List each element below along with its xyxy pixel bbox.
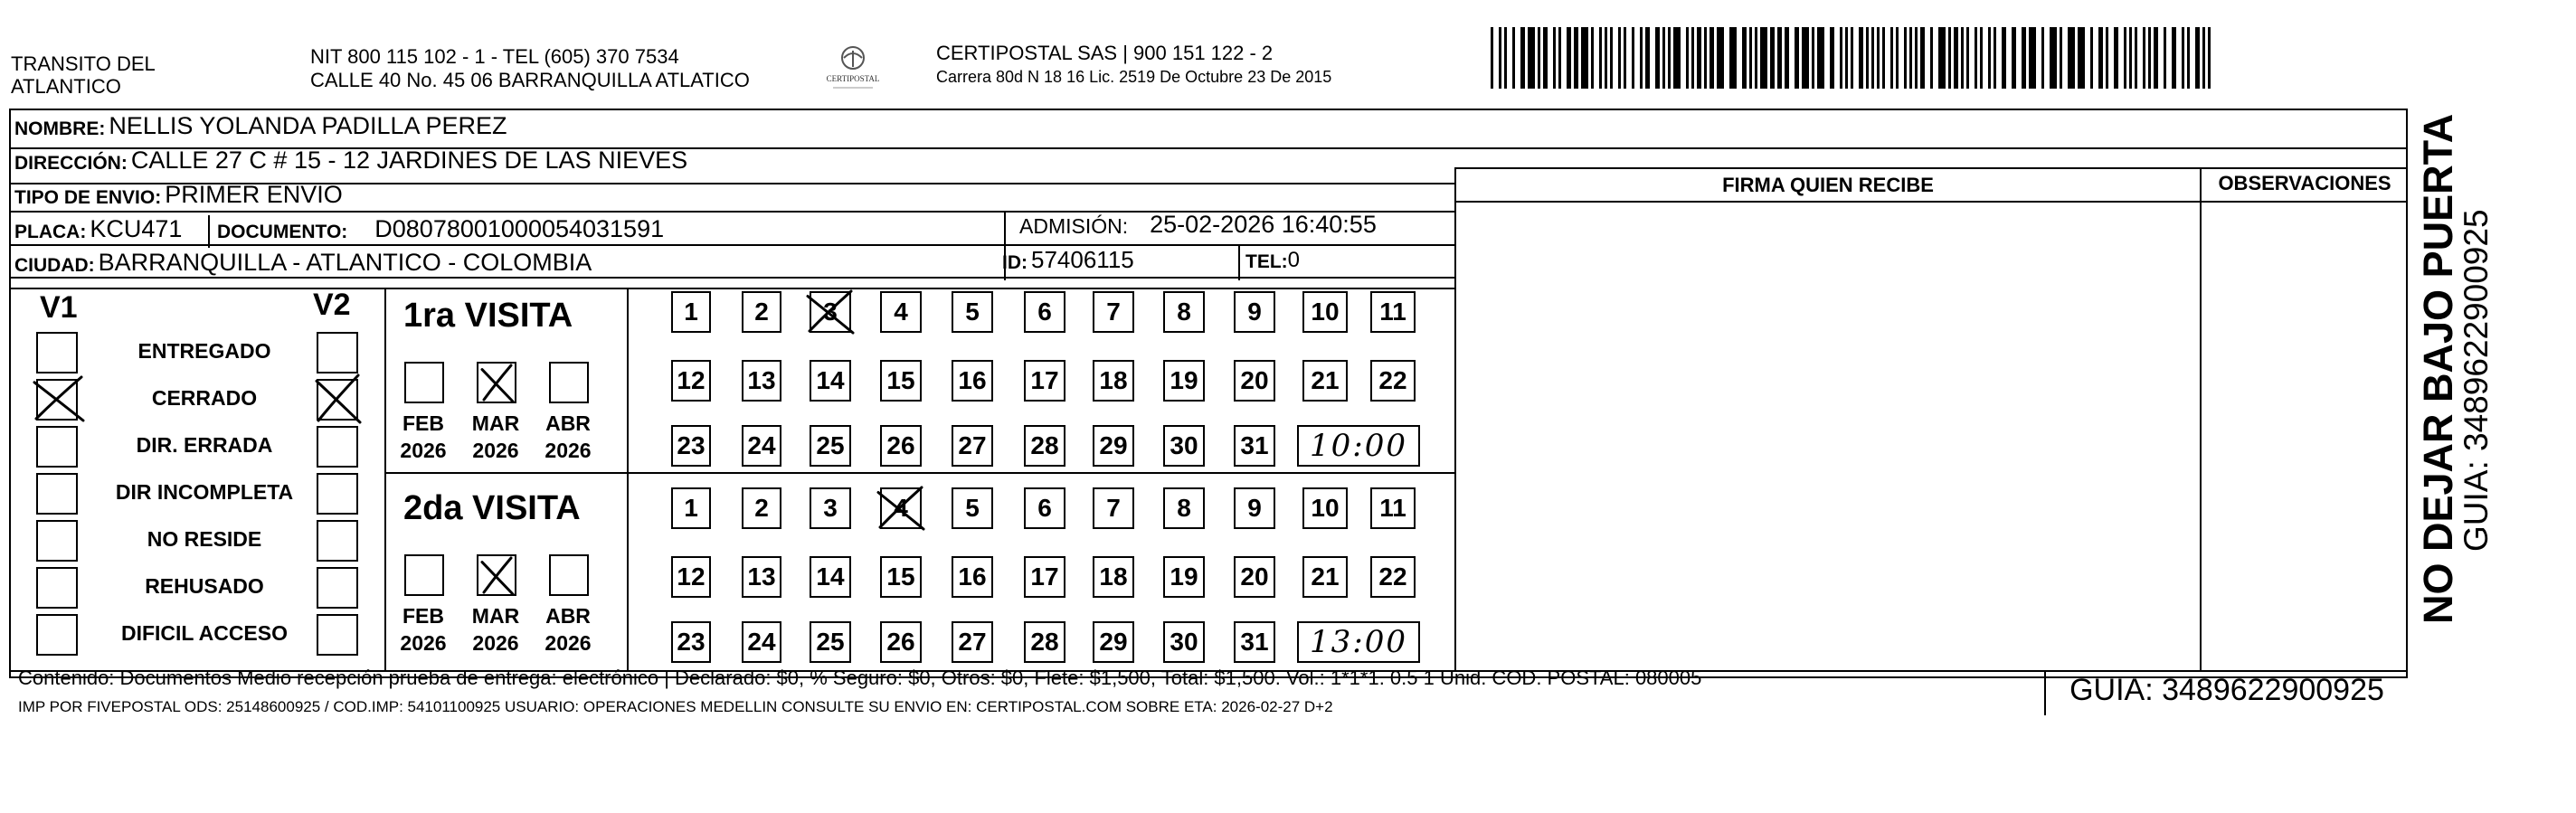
barcode-bar	[1640, 27, 1643, 89]
barcode-bar	[1988, 27, 1991, 89]
documento-field	[217, 215, 664, 243]
day-box[interactable]: 27	[952, 621, 993, 663]
day-box[interactable]: 6	[1024, 487, 1065, 529]
day-box[interactable]: 5	[952, 487, 993, 529]
v1-checkbox[interactable]	[36, 426, 78, 468]
barcode-bar	[1697, 27, 1701, 89]
id-value: 57406115	[1031, 246, 1134, 273]
barcode-bar	[2164, 27, 2166, 89]
day-box[interactable]: 27	[952, 425, 993, 467]
handwritten-time: 10:00	[1297, 425, 1420, 467]
barcode-bar	[1909, 27, 1912, 89]
barcode-bar	[1770, 27, 1775, 89]
month-name: FEB	[402, 411, 444, 435]
barcode-bar	[1994, 27, 1996, 89]
carrier-license: Carrera 80d N 18 16 Lic. 2519 De Octubre 23 De 2015	[936, 68, 1332, 86]
barcode-bar	[1553, 27, 1556, 89]
nombre-label: NOMBRE:	[14, 118, 106, 139]
day-box[interactable]: 10	[1302, 487, 1348, 529]
barcode-bar	[2124, 27, 2126, 89]
barcode-bar	[2060, 27, 2062, 89]
day-box[interactable]: 12	[671, 556, 711, 598]
barcode-bar	[1866, 27, 1869, 89]
barcode-bar	[1504, 27, 1507, 89]
tel-field	[1245, 248, 1300, 273]
barcode-bar	[2029, 27, 2036, 89]
day-box[interactable]: 21	[1302, 360, 1348, 402]
day-box[interactable]: 17	[1024, 360, 1065, 402]
day-box[interactable]: 18	[1093, 556, 1134, 598]
visit-title: 2da VISITA	[403, 489, 581, 527]
barcode-bar	[1538, 27, 1540, 89]
barcode-bar	[1980, 27, 1983, 89]
barcode-bar	[2143, 27, 2145, 89]
ciudad-field	[14, 249, 592, 277]
no-dejar-bajo-puerta: NO DEJAR BAJO PUERTA	[2415, 113, 2461, 624]
day-box[interactable]: 19	[1163, 556, 1205, 598]
barcode-bar	[2148, 27, 2151, 89]
barcode-bar	[1491, 27, 1493, 89]
day-box[interactable]: 3	[810, 487, 851, 529]
v2-check-mark	[315, 373, 362, 424]
direccion-value: CALLE 27 C # 15 - 12 JARDINES DE LAS NIEVES	[130, 147, 688, 174]
barcode-bar	[1558, 27, 1561, 89]
barcode-bar	[1812, 27, 1814, 89]
barcode-bar	[1717, 27, 1724, 89]
month-label	[536, 602, 600, 657]
barcode-bar	[1591, 27, 1594, 89]
barcode-bar	[1618, 27, 1621, 89]
barcode-bar	[2187, 27, 2190, 89]
day-box[interactable]: 26	[880, 621, 922, 663]
admision-field	[1019, 211, 1377, 239]
direccion-field	[14, 147, 687, 175]
month-year: 2026	[545, 439, 592, 462]
day-box[interactable]: 26	[880, 425, 922, 467]
placa-field	[14, 215, 182, 243]
barcode-bar	[1961, 27, 1964, 89]
day-box[interactable]: 11	[1370, 291, 1416, 333]
v1-checkbox[interactable]	[36, 567, 78, 609]
day-box[interactable]: 20	[1234, 360, 1275, 402]
barcode-bar	[1920, 27, 1925, 89]
day-box[interactable]: 20	[1234, 556, 1275, 598]
barcode-bar	[1777, 27, 1782, 89]
barcode-bar	[1830, 27, 1834, 89]
barcode-bar	[2135, 27, 2137, 89]
day-box[interactable]: 10	[1302, 291, 1348, 333]
day-box[interactable]: 25	[810, 425, 851, 467]
barcode-bar	[1567, 27, 1571, 89]
barcode-bar	[1896, 27, 1899, 89]
month-name: MAR	[471, 411, 520, 435]
barcode-bar	[2090, 27, 2093, 89]
day-box[interactable]: 18	[1093, 360, 1134, 402]
v2-checkbox[interactable]	[317, 567, 358, 609]
reason-label: CERRADO	[151, 386, 258, 410]
day-box[interactable]: 7	[1093, 487, 1134, 529]
handwritten-time: 13:00	[1297, 621, 1420, 663]
barcode-bar	[1574, 27, 1578, 89]
barcode-bar	[2106, 27, 2108, 89]
barcode-bar	[2172, 27, 2176, 89]
day-box[interactable]: 17	[1024, 556, 1065, 598]
day-box[interactable]: 30	[1163, 621, 1205, 663]
barcode-bar	[1655, 27, 1660, 89]
sender-nit-tel: NIT 800 115 102 - 1 - TEL (605) 370 7534	[310, 45, 679, 68]
barcode-bar	[1709, 27, 1714, 89]
tipo-envio-value: PRIMER ENVIO	[165, 181, 343, 208]
day-box[interactable]: 22	[1370, 556, 1416, 598]
barcode-bar	[1840, 27, 1842, 89]
logo-text: CERTIPOSTAL	[826, 74, 880, 83]
day-box[interactable]: 24	[742, 621, 781, 663]
month-name: ABR	[545, 411, 591, 435]
v2-checkbox[interactable]	[317, 614, 358, 656]
barcode-bar	[1845, 27, 1848, 89]
v1-checkbox[interactable]	[36, 332, 78, 373]
day-box[interactable]: 4	[880, 291, 922, 333]
firma-header: FIRMA QUIEN RECIBE	[1722, 174, 1934, 196]
day-box[interactable]: 28	[1024, 425, 1065, 467]
documento-value: D08078001000054031591	[374, 215, 665, 242]
day-box[interactable]: 2	[742, 291, 781, 333]
month-year: 2026	[472, 439, 519, 462]
day-box[interactable]: 8	[1163, 291, 1205, 333]
barcode-bar	[2068, 27, 2075, 89]
barcode-bar	[2022, 27, 2026, 89]
reason-label: DIFICIL ACCESO	[120, 621, 288, 645]
barcode-bar	[2098, 27, 2103, 89]
barcode-bar	[1528, 27, 1535, 89]
reason-label: DIR INCOMPLETA	[115, 480, 294, 504]
day-box[interactable]: 1	[671, 487, 711, 529]
barcode-bar	[2202, 27, 2205, 89]
sender-name	[11, 52, 210, 98]
barcode-bar	[2195, 27, 2200, 89]
reason-label: REHUSADO	[145, 574, 264, 598]
month-name: MAR	[471, 604, 520, 628]
month-check-mark	[480, 556, 515, 596]
day-box[interactable]: 29	[1093, 621, 1134, 663]
barcode-bar	[1795, 27, 1799, 89]
v2-checkbox[interactable]	[317, 520, 358, 562]
day-box[interactable]: 2	[742, 487, 781, 529]
barcode-bar	[1742, 27, 1747, 89]
barcode-bar	[1543, 27, 1548, 89]
side-guia: GUIA: 3489622900925	[2458, 209, 2495, 552]
ciudad-value: BARRANQUILLA - ATLANTICO - COLOMBIA	[98, 249, 592, 276]
barcode-bar	[2154, 27, 2158, 89]
day-box[interactable]: 23	[671, 621, 711, 663]
footer-guia: GUIA: 3489622900925	[2069, 673, 2384, 707]
day-box[interactable]: 1	[671, 291, 711, 333]
barcode-bar	[2041, 27, 2044, 89]
barcode-bar	[1904, 27, 1907, 89]
barcode-bar	[1520, 27, 1525, 89]
ciudad-label: CIUDAD:	[14, 255, 95, 276]
month-label	[392, 602, 455, 657]
v2-label: V2	[313, 288, 351, 322]
barcode-bar	[1610, 27, 1613, 89]
barcode-bar	[2012, 27, 2016, 89]
month-label	[464, 602, 527, 657]
nombre-value: NELLIS YOLANDA PADILLA PEREZ	[109, 112, 507, 139]
barcode-bar	[1948, 27, 1951, 89]
month-year: 2026	[472, 631, 519, 655]
v1-label: V1	[40, 290, 78, 325]
day-box[interactable]: 3	[810, 291, 851, 333]
day-box[interactable]: 28	[1024, 621, 1065, 663]
month-label	[392, 410, 455, 464]
barcode-bar	[1975, 27, 1977, 89]
barcode-bar	[1882, 27, 1885, 89]
day-box[interactable]: 14	[810, 556, 851, 598]
barcode-bar	[1512, 27, 1515, 89]
barcode-bar	[1890, 27, 1893, 89]
sender-address: CALLE 40 No. 45 06 BARRANQUILLA ATLATICO	[310, 69, 750, 91]
barcode-bar	[1662, 27, 1665, 89]
barcode-bar	[1966, 27, 1969, 89]
barcode-bar	[1938, 27, 1946, 89]
month-label	[536, 410, 600, 464]
barcode-bar	[1673, 27, 1681, 89]
day-check-mark	[806, 289, 855, 335]
barcode-bar	[1632, 27, 1634, 89]
id-label: ID:	[1002, 252, 1028, 273]
day-box[interactable]: 6	[1024, 291, 1065, 333]
barcode-bar	[1817, 27, 1824, 89]
day-box[interactable]: 13	[742, 360, 781, 402]
day-box[interactable]: 16	[952, 360, 993, 402]
logo-icon	[817, 43, 889, 94]
day-box[interactable]: 22	[1370, 360, 1416, 402]
day-box[interactable]: 15	[880, 360, 922, 402]
barcode-bar	[1871, 27, 1874, 89]
barcode-bar	[2182, 27, 2184, 89]
sender-line-1: TRANSITO DEL	[11, 52, 156, 75]
month-name: FEB	[402, 604, 444, 628]
tipo-envio-label: TIPO DE ENVIO:	[14, 187, 162, 208]
barcode-bar	[1785, 27, 1789, 89]
barcode-bar	[2114, 27, 2118, 89]
barcode-bar	[2002, 27, 2006, 89]
barcode-bar	[2050, 27, 2057, 89]
day-box[interactable]: 4	[880, 487, 922, 529]
tel-value: 0	[1287, 248, 1301, 272]
month-checkbox[interactable]	[404, 362, 444, 403]
day-box[interactable]: 29	[1093, 425, 1134, 467]
barcode-bar	[1930, 27, 1933, 89]
admision-label: ADMISIÓN:	[1019, 214, 1129, 238]
reason-label: NO RESIDE	[147, 527, 262, 551]
barcode-bar	[2078, 27, 2085, 89]
barcode	[1491, 27, 2223, 89]
month-check-mark	[480, 364, 515, 403]
barcode-bar	[1851, 27, 1853, 89]
day-box[interactable]: 30	[1163, 425, 1205, 467]
day-check-mark	[876, 486, 925, 531]
day-box[interactable]: 11	[1370, 487, 1416, 529]
barcode-bar	[1668, 27, 1671, 89]
barcode-bar	[1686, 27, 1689, 89]
tel-label: TEL:	[1245, 251, 1288, 272]
v1-checkbox[interactable]	[36, 473, 78, 515]
month-name: ABR	[545, 604, 591, 628]
barcode-bar	[1691, 27, 1694, 89]
barcode-bar	[1859, 27, 1863, 89]
day-box[interactable]: 23	[671, 425, 711, 467]
v1-checkbox[interactable]	[36, 614, 78, 656]
direccion-label: DIRECCIÓN:	[14, 153, 128, 174]
day-box[interactable]: 7	[1093, 291, 1134, 333]
barcode-bar	[1760, 27, 1767, 89]
day-box[interactable]: 13	[742, 556, 781, 598]
barcode-bar	[1954, 27, 1958, 89]
sender-line-2: ATLANTICO	[11, 75, 121, 98]
month-checkbox[interactable]	[404, 554, 444, 596]
day-box[interactable]: 9	[1234, 487, 1275, 529]
placa-label: PLACA:	[14, 222, 87, 242]
barcode-bar	[1599, 27, 1602, 89]
v1-checkbox[interactable]	[36, 520, 78, 562]
day-box[interactable]: 5	[952, 291, 993, 333]
day-box[interactable]: 24	[742, 425, 781, 467]
month-year: 2026	[400, 631, 447, 655]
barcode-bar	[1755, 27, 1757, 89]
placa-value: KCU471	[90, 215, 183, 242]
barcode-bar	[1605, 27, 1607, 89]
visit-title: 1ra VISITA	[403, 297, 573, 335]
day-box[interactable]: 19	[1163, 360, 1205, 402]
day-box[interactable]: 8	[1163, 487, 1205, 529]
barcode-bar	[1499, 27, 1501, 89]
v1-check-mark	[33, 375, 85, 422]
month-year: 2026	[400, 439, 447, 462]
day-box[interactable]: 12	[671, 360, 711, 402]
barcode-bar	[2208, 27, 2211, 89]
v2-checkbox[interactable]	[317, 473, 358, 515]
barcode-bar	[1704, 27, 1707, 89]
reason-label: ENTREGADO	[137, 339, 271, 363]
carrier-name: CERTIPOSTAL SAS | 900 151 122 - 2	[936, 42, 1274, 64]
barcode-bar	[1749, 27, 1752, 89]
day-box[interactable]: 21	[1302, 556, 1348, 598]
v2-checkbox[interactable]	[317, 332, 358, 373]
month-checkbox[interactable]	[549, 362, 589, 403]
footer-contenido: Contenido: Documentos Medio recepción prueba de entrega: electrónico | Declarado: $0, % Seguro: $0, Otros: $0, Flete: $1,500, Total: $1,500. Vol.: 1*1*1. 0.5 1 Unid. COD. POSTAL: 080005	[18, 666, 1702, 689]
v2-checkbox[interactable]	[317, 426, 358, 468]
day-box[interactable]: 14	[810, 360, 851, 402]
reason-label: DIR. ERRADA	[136, 433, 273, 457]
barcode-bar	[1581, 27, 1588, 89]
barcode-bar	[1729, 27, 1737, 89]
barcode-bar	[2129, 27, 2132, 89]
observaciones-header: OBSERVACIONES	[2218, 172, 2391, 194]
day-box[interactable]: 31	[1234, 621, 1275, 663]
month-checkbox[interactable]	[549, 554, 589, 596]
tipo-envio-field	[14, 181, 343, 209]
admision-value: 25-02-2026 16:40:55	[1150, 211, 1377, 238]
barcode-bar	[1802, 27, 1809, 89]
month-year: 2026	[545, 631, 592, 655]
barcode-bar	[1915, 27, 1918, 89]
day-box[interactable]: 16	[952, 556, 993, 598]
barcode-bar	[1877, 27, 1880, 89]
documento-label: DOCUMENTO:	[217, 222, 348, 242]
barcode-bar	[1624, 27, 1626, 89]
id-field	[1002, 246, 1134, 274]
certipostal-logo	[817, 43, 889, 94]
day-box[interactable]: 25	[810, 621, 851, 663]
footer-imp: IMP POR FIVEPOSTAL ODS: 25148600925 / COD.IMP: 54101100925 USUARIO: OPERACIONES MEDELLIN CONSULTE SU ENVIO EN: CERTIPOSTAL.COM SOBRE ETA: 2026-02-27 D+2	[18, 698, 1333, 715]
day-box[interactable]: 15	[880, 556, 922, 598]
barcode-bar	[1645, 27, 1650, 89]
day-box[interactable]: 31	[1234, 425, 1275, 467]
nombre-field	[14, 112, 507, 140]
month-label	[464, 410, 527, 464]
day-box[interactable]: 9	[1234, 291, 1275, 333]
